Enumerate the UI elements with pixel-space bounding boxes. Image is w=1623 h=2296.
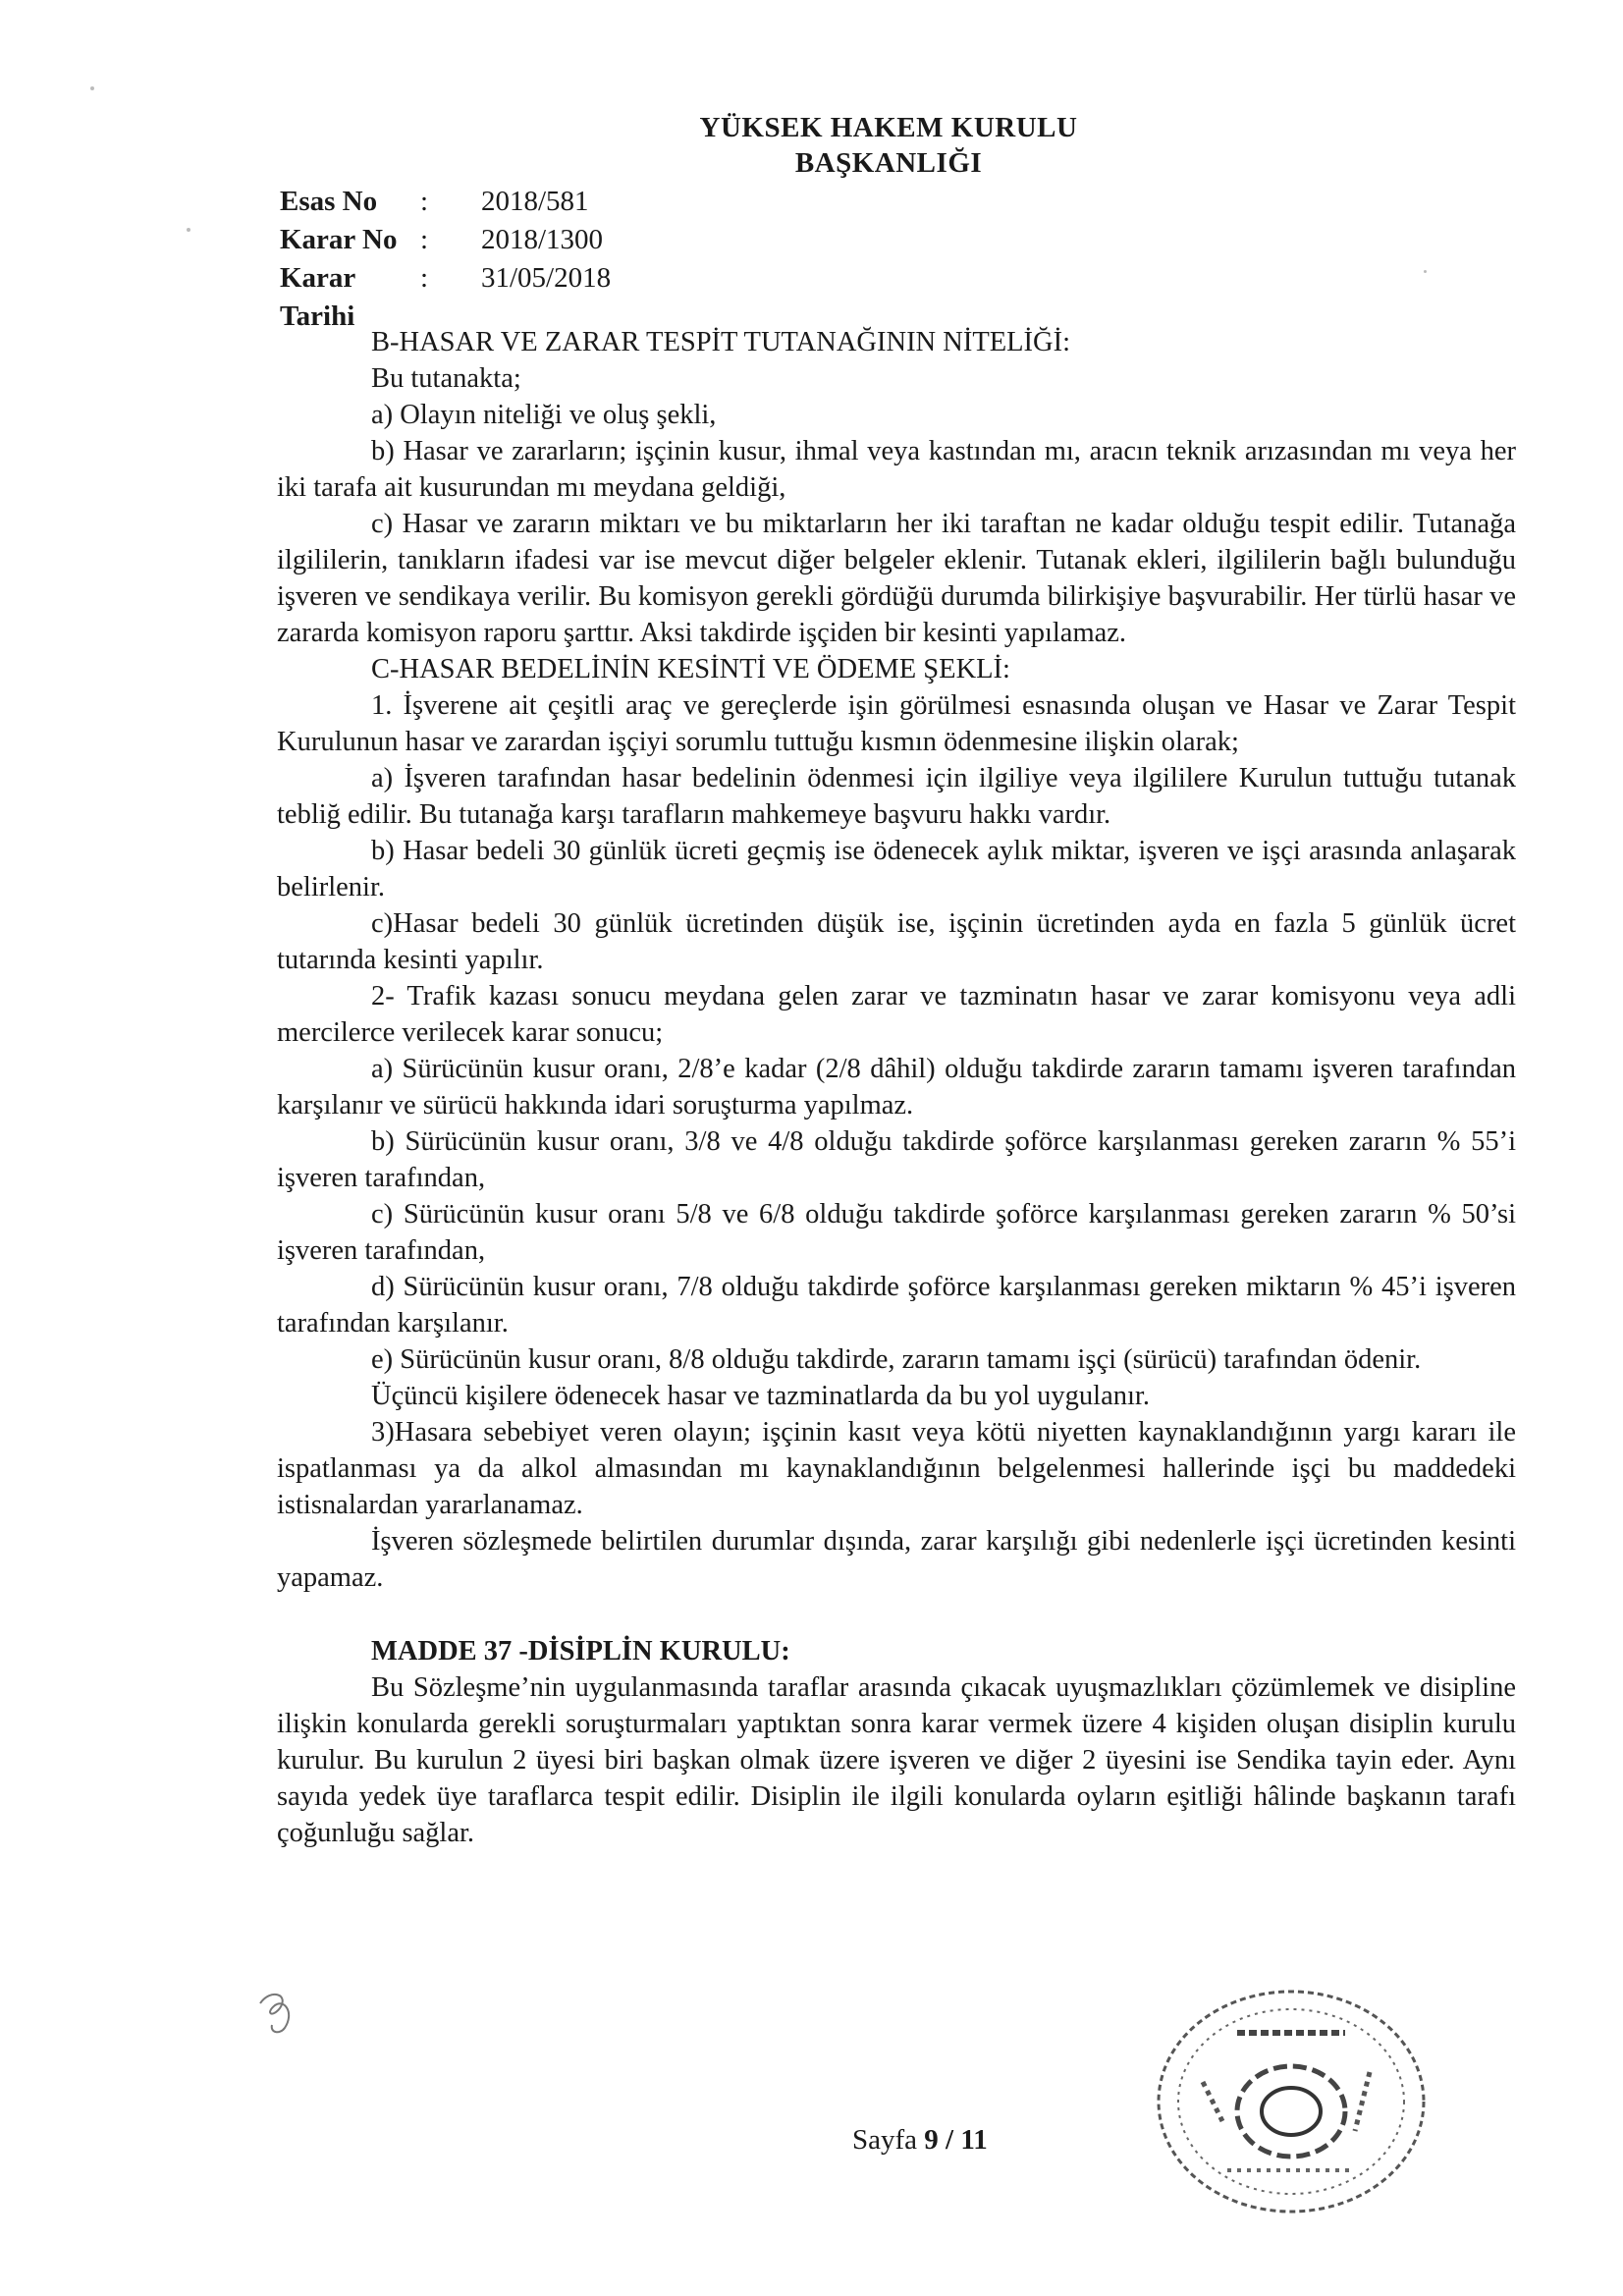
- case-value: 2018/1300: [481, 224, 604, 255]
- paragraph: b) Sürücünün kusur oranı, 3/8 ve 4/8 olduğu takdirde şoförce karşılanması gereken zararın % 55’i işveren tarafından,: [277, 1126, 1516, 1193]
- paragraph: 1. İşverene ait çeşitli araç ve gereçlerde işin görülmesi esnasında oluşan ve Hasar ve Zarar Tespit Kurulunun hasar ve zarardan işçiyi sorumlu tuttuğu kısmın ödenmesine ilişkin olarak;: [277, 690, 1516, 757]
- paragraph: c)Hasar bedeli 30 günlük ücretinden düşük ise, işçinin ücretinden ayda en fazla 5 günlük ücret tutarında kesinti yapılır.: [277, 908, 1516, 975]
- paragraph: 3)Hasara sebebiyet veren olayın; işçinin kasıt veya kötü niyetten kaynaklandığının yargı kararı ile ispatlanması ya da alkol almasından mı kaynaklandığının belgelenmesi hallerinde işçi bu maddedeki istisnalardan yararlanamaz.: [277, 1417, 1516, 1520]
- paragraph: d) Sürücünün kusur oranı, 7/8 olduğu takdirde şoförce karşılanması gereken miktarın % 45’i işveren tarafından karşılanır.: [277, 1272, 1516, 1339]
- paragraph: a) İşveren tarafından hasar bedelinin ödenmesi için ilgiliye veya ilgililere Kurulun tuttuğu tutanak tebliğ edilir. Bu tutanağa karşı tarafların mahkemeye başvuru hakkı vardır.: [277, 763, 1516, 830]
- case-separator: :: [420, 262, 429, 294]
- section-b-title: B-HASAR VE ZARAR TESPİT TUTANAĞININ NİTELİĞİ:: [371, 327, 1071, 357]
- document-body: [277, 324, 1516, 1851]
- paragraph: a) Sürücünün kusur oranı, 2/8’e kadar (2/8 dâhil) olduğu takdirde zararın tamamı işveren tarafından karşılanır ve sürücü hakkında idari soruşturma yapılmaz.: [277, 1054, 1516, 1121]
- case-label: Esas No: [280, 186, 378, 217]
- paragraph: e) Sürücünün kusur oranı, 8/8 olduğu takdirde, zararın tamamı işçi (sürücü) tarafından ödenir.: [371, 1344, 1422, 1375]
- article-37-title: MADDE 37 -DİSİPLİN KURULU:: [371, 1636, 790, 1667]
- section-c-title: C-HASAR BEDELİNİN KESİNTİ VE ÖDEME ŞEKLİ:: [371, 654, 1010, 684]
- paragraph: 2- Trafik kazası sonucu meydana gelen zarar ve tazminatın hasar ve zarar komisyonu veya adli mercilerce verilecek karar sonucu;: [277, 981, 1516, 1048]
- case-label: Karar Tarihi: [280, 262, 355, 332]
- case-row-esas: [280, 183, 611, 221]
- paragraph: İşveren sözleşmede belirtilen durumlar dışında, zarar karşılığı gibi nedenlerle işçi ücretinden kesinti yapamaz.: [277, 1526, 1516, 1593]
- paragraph: Bu Sözleşme’nin uygulanmasında taraflar arasında çıkacak uyuşmazlıkları çözümlemek ve disipline ilişkin konularda gerekli soruşturmaları yaptıktan sonra karar vermek üzere 4 kişiden oluşan disiplin kurulu kurulur. Bu kurulun 2 üyesi biri başkan olmak üzere işveren ve diğer 2 üyesini ise Sendika tayin eder. Aynı sayıda yedek üye taraflarca tespit edilir. Disiplin ile ilgili konularda oyların eşitliği hâlinde başkanın tarafı çoğunluğu sağlar.: [277, 1672, 1516, 1848]
- paragraph: a) Olayın niteliği ve oluş şekli,: [371, 400, 717, 430]
- case-separator: :: [420, 186, 429, 217]
- paragraph: c) Sürücünün kusur oranı 5/8 ve 6/8 olduğu takdirde şoförce karşılanması gereken zararın % 50’si işveren tarafından,: [277, 1199, 1516, 1266]
- case-info-block: [280, 183, 611, 336]
- paragraph: b) Hasar ve zararların; işçinin kusur, ihmal veya kastından mı, aracın teknik arızasından mı veya her iki tarafa ait kusurundan mı meydana geldiği,: [277, 436, 1516, 503]
- initial-signature: [250, 1984, 309, 2043]
- scan-speck: [187, 228, 190, 232]
- case-value: 2018/581: [481, 186, 589, 217]
- case-label: Karar No: [280, 224, 398, 255]
- page-value: 9 / 11: [924, 2124, 988, 2156]
- scan-speck: [1424, 270, 1427, 273]
- case-row-karar: [280, 221, 611, 259]
- paragraph: c) Hasar ve zararın miktarı ve bu miktarların her iki taraftan ne kadar olduğu tespit edilir. Tutanağa ilgililerin, tanıkların ifadesi var ise mevcut diğer belgeler eklenir. Tutanak ekleri, ilgililerin bağlı bulunduğu işveren ve sendikaya verilir. Bu komisyon gerekli gördüğü durumda bilirkişiye başvurabilir. Her türlü hasar ve zararda komisyon raporu şarttır. Aksi takdirde işçiden bir kesinti yapılamaz.: [277, 509, 1516, 648]
- paragraph: Üçüncü kişilere ödenecek hasar ve tazminatlarda da bu yol uygulanır.: [371, 1381, 1150, 1411]
- case-separator: :: [420, 224, 429, 255]
- header-line-2: BAŞKANLIĞI: [794, 147, 983, 179]
- page-label: Sayfa: [852, 2124, 918, 2156]
- page-number: [852, 2124, 988, 2157]
- issuing-authority-header: [628, 110, 1149, 181]
- case-value: 31/05/2018: [481, 262, 612, 294]
- official-seal-stamp: [1144, 1974, 1429, 2219]
- header-line-1: YÜKSEK HAKEM KURULU: [699, 112, 1078, 143]
- scan-speck: [90, 86, 94, 90]
- paragraph: Bu tutanakta;: [371, 363, 521, 394]
- paragraph: b) Hasar bedeli 30 günlük ücreti geçmiş ise ödenecek aylık miktar, işveren ve işçi arasında anlaşarak belirlenir.: [277, 836, 1516, 902]
